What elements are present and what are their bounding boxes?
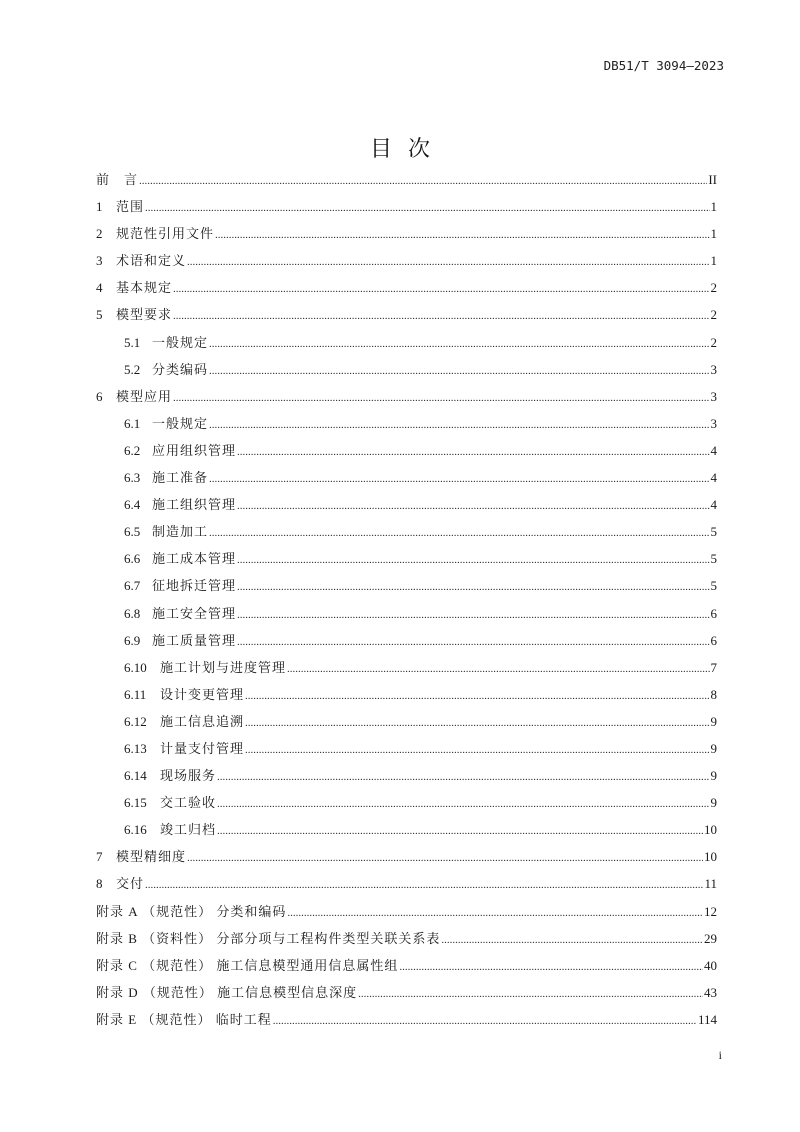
toc-entry-label: 前 言 bbox=[96, 172, 139, 187]
toc-entry-label: 附录 A （规范性） 分类和编码 bbox=[96, 903, 287, 919]
toc-entry[interactable] bbox=[96, 898, 717, 925]
toc-entry-page: 40 bbox=[704, 957, 717, 973]
toc-entry[interactable] bbox=[96, 356, 717, 383]
toc-entry-number: 5.2 bbox=[124, 361, 141, 377]
toc-entry[interactable] bbox=[96, 464, 717, 491]
toc-entry-label: 施工信息追溯 bbox=[160, 713, 245, 729]
dot-leader bbox=[187, 845, 703, 872]
toc-entry-label: 范围 bbox=[116, 199, 145, 215]
toc-entry-number: 5 bbox=[96, 307, 103, 323]
toc-entry-number: 3 bbox=[96, 253, 103, 269]
dot-leader bbox=[209, 466, 709, 493]
toc-entry-label: 规范性引用文件 bbox=[116, 226, 215, 242]
toc-entry-label: 应用组织管理 bbox=[152, 442, 237, 458]
toc-entry-page: 2 bbox=[710, 307, 717, 323]
toc-entry-page: 3 bbox=[710, 388, 717, 404]
toc-entry-number: 6.12 bbox=[124, 713, 147, 729]
toc-entry[interactable] bbox=[96, 627, 717, 654]
toc-entry[interactable] bbox=[96, 572, 717, 599]
toc-entry-label: 交工验收 bbox=[160, 795, 217, 811]
toc-entry-label: 一般规定 bbox=[152, 334, 209, 350]
toc-entry-label: 制造加工 bbox=[152, 524, 209, 540]
toc-entry-label: 设计变更管理 bbox=[160, 686, 245, 702]
toc-entry[interactable] bbox=[96, 166, 717, 193]
dot-leader bbox=[245, 710, 709, 737]
toc-entry-label: 征地拆迁管理 bbox=[152, 578, 237, 594]
toc-entry-label: 施工质量管理 bbox=[152, 632, 237, 648]
toc-entry-number: 6.13 bbox=[124, 740, 147, 756]
toc-entry[interactable] bbox=[96, 708, 717, 735]
toc-entry-page: 3 bbox=[710, 361, 717, 377]
toc-entry[interactable] bbox=[96, 545, 717, 572]
toc-entry[interactable] bbox=[96, 600, 717, 627]
toc-entry-label: 模型要求 bbox=[116, 307, 173, 323]
toc-entry-number: 6.3 bbox=[124, 470, 141, 486]
toc-entry[interactable] bbox=[96, 681, 717, 708]
toc-entry-page: 1 bbox=[710, 253, 717, 269]
toc-entry-number: 6.6 bbox=[124, 551, 141, 567]
dot-leader bbox=[237, 493, 709, 520]
page-title: 目次 bbox=[369, 137, 446, 162]
dot-leader bbox=[209, 358, 709, 385]
toc-entry[interactable] bbox=[96, 789, 717, 816]
toc-entry-number: 1 bbox=[96, 199, 103, 215]
toc-entry-label: 交付 bbox=[116, 876, 145, 892]
toc-entry-label: 附录 B （资料性） 分部分项与工程构件类型关联关系表 bbox=[96, 930, 441, 946]
dot-leader bbox=[217, 764, 709, 791]
toc-entry-page: 4 bbox=[710, 497, 717, 513]
dot-leader bbox=[237, 439, 709, 466]
dot-leader bbox=[173, 276, 709, 303]
dot-leader bbox=[273, 1008, 697, 1035]
toc-entry-page: 5 bbox=[710, 551, 717, 567]
toc-entry[interactable] bbox=[96, 274, 717, 301]
toc-entry-page: 10 bbox=[704, 849, 717, 865]
toc-entry-page: 114 bbox=[697, 1011, 717, 1027]
toc-entry-page: 4 bbox=[710, 470, 717, 486]
toc-entry-page: II bbox=[708, 172, 717, 187]
toc-entry-label: 施工成本管理 bbox=[152, 551, 237, 567]
toc-entry[interactable] bbox=[96, 193, 717, 220]
toc-entry-label: 计量支付管理 bbox=[160, 740, 245, 756]
toc-entry-page: 5 bbox=[710, 578, 717, 594]
toc-entry-page: 9 bbox=[710, 713, 717, 729]
dot-leader bbox=[237, 547, 709, 574]
toc-entry[interactable] bbox=[96, 491, 717, 518]
toc-entry[interactable] bbox=[96, 870, 717, 897]
toc-entry-page: 6 bbox=[710, 605, 717, 621]
toc-entry[interactable] bbox=[96, 952, 717, 979]
document-code: DB51/T 3094—2023 bbox=[603, 58, 724, 73]
toc-entry-number: 6.1 bbox=[124, 415, 141, 431]
dot-leader bbox=[287, 900, 703, 927]
toc-entry-page: 1 bbox=[710, 226, 717, 242]
toc-entry-number: 6.2 bbox=[124, 442, 141, 458]
toc-entry-label: 施工准备 bbox=[152, 470, 209, 486]
toc-entry-page: 10 bbox=[704, 822, 717, 838]
toc-entry-page: 7 bbox=[710, 659, 717, 675]
toc-entry-page: 43 bbox=[704, 984, 717, 1000]
toc-entry-page: 6 bbox=[710, 632, 717, 648]
dot-leader bbox=[217, 791, 709, 818]
toc-entry[interactable] bbox=[96, 654, 717, 681]
toc-entry-page: 5 bbox=[710, 524, 717, 540]
dot-leader bbox=[287, 656, 709, 683]
toc-entry-label: 术语和定义 bbox=[116, 253, 187, 269]
toc-entry-label: 施工安全管理 bbox=[152, 605, 237, 621]
toc-entry[interactable] bbox=[96, 816, 717, 843]
page-number: i bbox=[718, 1048, 722, 1062]
dot-leader bbox=[441, 927, 703, 954]
toc-entry-label: 竣工归档 bbox=[160, 822, 217, 838]
toc-entry-label: 附录 C （规范性） 施工信息模型通用信息属性组 bbox=[96, 957, 399, 973]
toc-entry-label: 模型精细度 bbox=[116, 849, 187, 865]
dot-leader bbox=[209, 331, 709, 358]
table-of-contents bbox=[96, 166, 717, 1033]
toc-entry-number: 6.4 bbox=[124, 497, 141, 513]
toc-entry-label: 附录 E （规范性） 临时工程 bbox=[96, 1011, 272, 1027]
toc-entry-number: 2 bbox=[96, 226, 103, 242]
toc-entry-number: 6.5 bbox=[124, 524, 141, 540]
dot-leader bbox=[358, 981, 703, 1008]
toc-entry[interactable] bbox=[96, 735, 717, 762]
dot-leader bbox=[217, 818, 703, 845]
toc-entry-number: 6.8 bbox=[124, 605, 141, 621]
dot-leader bbox=[145, 195, 709, 222]
toc-entry-number: 6 bbox=[96, 388, 103, 404]
dot-leader bbox=[173, 303, 709, 330]
toc-entry-number: 6.9 bbox=[124, 632, 141, 648]
toc-entry-number: 8 bbox=[96, 876, 103, 892]
toc-entry-page: 29 bbox=[704, 930, 717, 946]
dot-leader bbox=[237, 602, 709, 629]
dot-leader bbox=[209, 520, 709, 547]
toc-entry-page: 4 bbox=[710, 442, 717, 458]
toc-entry-number: 6.11 bbox=[124, 686, 147, 702]
toc-entry[interactable] bbox=[96, 301, 717, 328]
dot-leader bbox=[245, 737, 709, 764]
toc-entry-number: 6.14 bbox=[124, 768, 147, 784]
toc-entry-label: 模型应用 bbox=[116, 388, 173, 404]
toc-entry-page: 2 bbox=[710, 280, 717, 296]
toc-entry-number: 6.15 bbox=[124, 795, 147, 811]
toc-entry[interactable] bbox=[96, 383, 717, 410]
dot-leader bbox=[245, 683, 709, 710]
toc-entry-label: 现场服务 bbox=[160, 768, 217, 784]
toc-entry[interactable] bbox=[96, 843, 717, 870]
toc-entry[interactable] bbox=[96, 762, 717, 789]
dot-leader bbox=[145, 872, 703, 899]
toc-entry-label: 一般规定 bbox=[152, 415, 209, 431]
toc-entry[interactable] bbox=[96, 220, 717, 247]
toc-entry-page: 11 bbox=[704, 876, 717, 892]
toc-entry-number: 7 bbox=[96, 849, 103, 865]
dot-leader bbox=[139, 168, 707, 195]
toc-entry-label: 施工组织管理 bbox=[152, 497, 237, 513]
toc-entry-page: 3 bbox=[710, 415, 717, 431]
toc-entry[interactable] bbox=[96, 437, 717, 464]
toc-entry-number: 6.16 bbox=[124, 822, 147, 838]
toc-entry-page: 8 bbox=[710, 686, 717, 702]
toc-entry-label: 分类编码 bbox=[152, 361, 209, 377]
toc-entry-page: 12 bbox=[704, 903, 717, 919]
dot-leader bbox=[399, 954, 703, 981]
toc-entry-label: 施工计划与进度管理 bbox=[160, 659, 287, 675]
toc-entry[interactable] bbox=[96, 1006, 717, 1033]
toc-entry-number: 4 bbox=[96, 280, 103, 296]
dot-leader bbox=[209, 412, 709, 439]
toc-entry-page: 9 bbox=[710, 768, 717, 784]
dot-leader bbox=[173, 385, 709, 412]
toc-entry[interactable] bbox=[96, 518, 717, 545]
toc-entry[interactable] bbox=[96, 979, 717, 1006]
toc-entry-number: 5.1 bbox=[124, 334, 141, 350]
toc-entry[interactable] bbox=[96, 247, 717, 274]
toc-entry-page: 9 bbox=[710, 740, 717, 756]
toc-entry-number: 6.10 bbox=[124, 659, 147, 675]
toc-entry[interactable] bbox=[96, 925, 717, 952]
toc-entry-page: 9 bbox=[710, 795, 717, 811]
toc-entry[interactable] bbox=[96, 410, 717, 437]
toc-entry-page: 1 bbox=[710, 199, 717, 215]
dot-leader bbox=[237, 629, 709, 656]
dot-leader bbox=[187, 249, 709, 276]
dot-leader bbox=[215, 222, 709, 249]
toc-entry[interactable] bbox=[96, 329, 717, 356]
toc-entry-number: 6.7 bbox=[124, 578, 141, 594]
toc-entry-label: 附录 D （规范性） 施工信息模型信息深度 bbox=[96, 984, 358, 1000]
toc-entry-label: 基本规定 bbox=[116, 280, 173, 296]
toc-entry-page: 2 bbox=[710, 334, 717, 350]
dot-leader bbox=[237, 574, 709, 601]
